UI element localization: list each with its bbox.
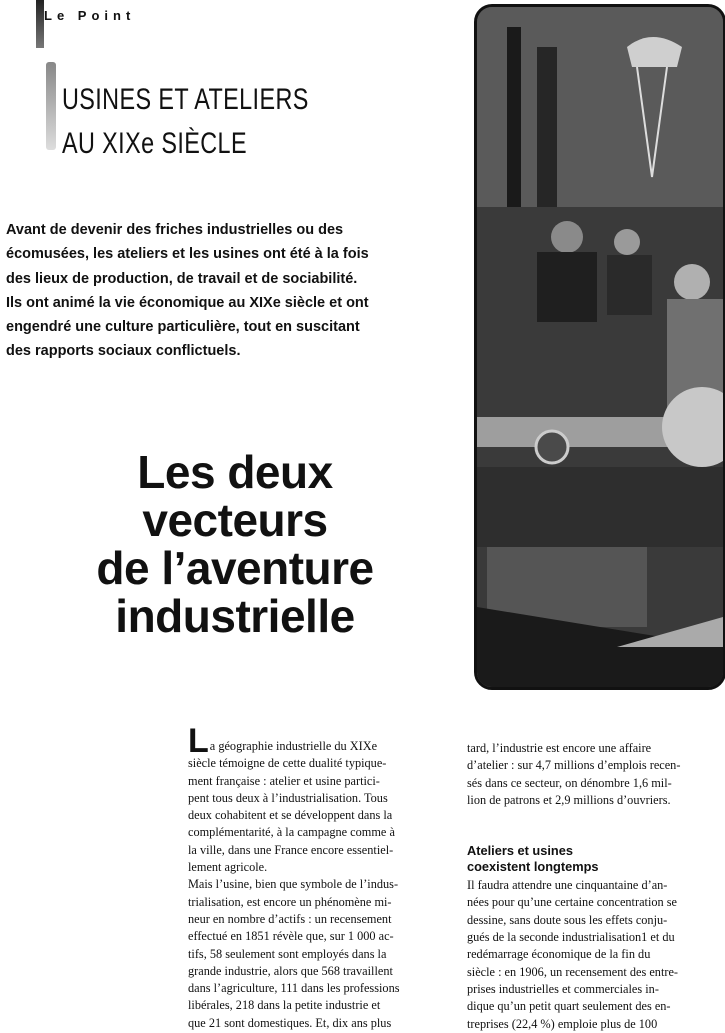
- headline-line: de l’aventure: [96, 542, 374, 594]
- subhead-line: Ateliers et usines: [467, 843, 573, 859]
- column-line: tifs, 58 seulement sont employés dans la: [188, 946, 387, 961]
- subhead-line: coexistent longtemps: [467, 859, 599, 875]
- column-line: [188, 722, 444, 760]
- title-rule: [46, 62, 56, 150]
- dropcap: L: [188, 722, 209, 760]
- intro-line: Ils ont animé la vie économique au XIXe siècle et ont: [6, 294, 369, 311]
- column-line: la ville, dans une France encore essentiel-: [188, 842, 394, 857]
- column-line: siècle témoigne de cette dualité typique-: [188, 756, 387, 771]
- column-line: Mais l’usine, bien que symbole de l’indus-: [188, 877, 399, 892]
- headline-line: Les deux: [137, 446, 333, 498]
- intro-paragraph: [6, 218, 446, 364]
- column-line: prises industrielles et commerciales in-: [467, 981, 659, 996]
- column-line: dans l’agriculture, 111 dans les professions: [188, 981, 400, 996]
- column-line: treprises (22,4 %) emploie plus de 100: [467, 1016, 658, 1031]
- title-line-1: USINES ET ATELIERS: [62, 83, 309, 116]
- article-headline: [0, 448, 470, 640]
- page-title: [62, 78, 358, 166]
- column-line: gués de la seconde industrialisation1 et du: [467, 930, 675, 945]
- column-line: lement agricole.: [188, 860, 268, 875]
- column-line: redémarrage économique de la fin du: [467, 947, 651, 962]
- column-line: siècle : en 1906, un recensement des entre-: [467, 964, 679, 979]
- article-column-2: [467, 740, 720, 1033]
- column-line: nées pour qu’une certaine concentration se: [467, 895, 677, 910]
- intro-line: écomusées, les ateliers et les usines ont été à la fois: [6, 246, 369, 263]
- column-line-text: a géographie industrielle du XIXe: [209, 739, 378, 753]
- intro-line: engendré une culture particulière, tout en suscitant: [6, 319, 360, 336]
- section-kicker: [44, 8, 135, 23]
- column-line: neur en nombre d’actifs : un recensement: [188, 911, 392, 926]
- intro-line: des lieux de production, de travail et de sociabilité.: [6, 270, 358, 287]
- column-line: tard, l’industrie est encore une affaire: [467, 741, 652, 755]
- column-line: libérales, 218 dans la petite industrie et: [188, 998, 381, 1013]
- column-line: que 21 sont domestiques. Et, dix ans plus: [188, 1015, 392, 1030]
- column-line: ment française : atelier et usine partici-: [188, 773, 380, 788]
- kicker-bar: [36, 0, 44, 48]
- factory-photo-illustration: [477, 7, 723, 687]
- headline-line: industrielle: [115, 590, 355, 642]
- section-subhead: [467, 843, 720, 875]
- column-line: dessine, sans doute sous les effets conju-: [467, 912, 668, 927]
- intro-line: Avant de devenir des friches industrielles ou des: [6, 222, 344, 238]
- headline-line: vecteurs: [142, 494, 328, 546]
- column-line: effectué en 1851 révèle que, sur 1 000 ac-: [188, 929, 394, 944]
- column-line: grande industrie, alors que 568 travaillent: [188, 963, 393, 978]
- column-line: d’atelier : sur 4,7 millions d’emplois recen-: [467, 758, 681, 773]
- column-line: deux cohabitent et se développent dans la: [188, 808, 393, 823]
- column-line: sés dans ce secteur, on dénombre 1,6 mil-: [467, 775, 672, 790]
- kicker-text: Le Point: [44, 8, 136, 23]
- article-column-1: [188, 722, 444, 1032]
- column-line: dique qu’un petit quart seulement des en-: [467, 999, 671, 1014]
- title-line-2: AU XIXe SIÈCLE: [62, 127, 247, 160]
- column-line: Il faudra attendre une cinquantaine d’an-: [467, 878, 668, 893]
- factory-photo: [474, 4, 725, 690]
- column-line: lion de patrons et 2,9 millions d’ouvriers.: [467, 792, 671, 807]
- column-line: complémentarité, à la campagne comme à: [188, 825, 395, 840]
- column-line: trialisation, est encore un phénomène mi-: [188, 894, 392, 909]
- intro-line: des rapports sociaux conflictuels.: [6, 343, 241, 360]
- column-line: pent tous deux à l’industrialisation. Tous: [188, 790, 388, 805]
